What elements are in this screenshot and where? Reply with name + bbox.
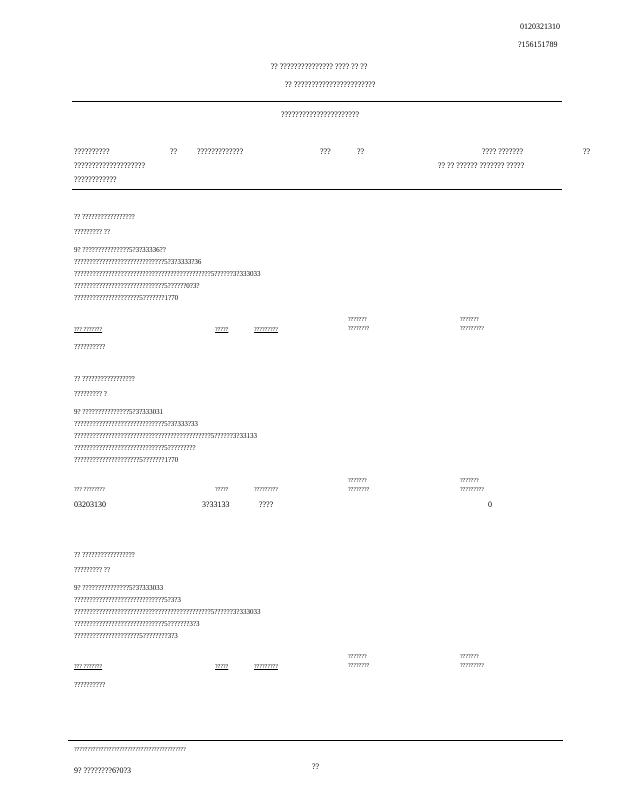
value-cell: ?????????? (74, 681, 106, 689)
footer-note: ?????????????????????????????????????????? (74, 747, 186, 753)
column-header: ??? ???????? (74, 487, 105, 493)
section-line: ?????????????????????????????5????????? (74, 444, 196, 452)
value-cell: 0 (488, 500, 492, 509)
column-header: ????????? (254, 487, 278, 493)
info-field-2: ?? (170, 147, 178, 156)
footer-left: 9? ????????6?0?3 (74, 766, 132, 775)
info-field-7: ?? (583, 147, 591, 156)
column-header: ??????? ???????? (348, 478, 370, 493)
section-line: ?????????????????????5????????3?3 (74, 632, 178, 640)
column-header: ????? (215, 327, 229, 333)
header-rule (72, 101, 562, 102)
document-title-2: ?? ??????????????????????? (284, 80, 376, 89)
section-line: 9? ???????????????5?3?333033 (74, 584, 164, 592)
info-field-6: ???? ??????? (482, 147, 524, 156)
section-title: ?? ????????????????? (74, 551, 135, 559)
column-header: ??? ??????? (74, 664, 103, 670)
column-header: ??????? ???????? (348, 317, 370, 332)
value-cell: ?????????? (74, 343, 106, 351)
footer-rule (68, 740, 563, 741)
section-title: ?? ????????????????? (74, 375, 135, 383)
value-cell: ???? (259, 500, 274, 509)
info-field-4: ??? (320, 147, 331, 156)
section-subtitle: ????????? ? (74, 390, 107, 398)
section-line: ?????????????????????5???????1?70 (74, 456, 179, 464)
section-line: ????????????????????????????????????????????5??????3?333033 (74, 270, 261, 278)
column-header: ????? (215, 487, 229, 493)
column-header: ??????? ????????? (460, 478, 484, 493)
info-field-10: ???????????? (74, 175, 117, 184)
section-line: ?????????????????????????????5??????0?3? (74, 282, 200, 290)
section-line: 9? ???????????????5?3?333031 (74, 408, 164, 416)
footer-page-number: ?? (312, 762, 320, 771)
value-cell: 03203130 (74, 500, 106, 509)
value-cell: 3?33133 (202, 500, 230, 509)
section-line: ?????????????????????????????5?3?333?33 (74, 420, 198, 428)
column-header: ??????? ????????? (460, 317, 484, 332)
section-line: ????????????????????????????????????????????5??????3?33133 (74, 432, 257, 440)
document-code: 0120321310 (520, 22, 560, 31)
document-subtitle: ?????????????????????? (280, 110, 360, 119)
info-field-3: ????????????? (197, 147, 244, 156)
column-header: ????? (215, 664, 229, 670)
column-header: ??????? ????????? (460, 654, 484, 669)
section-line: ?????????????????????????????5???????3?3 (74, 620, 200, 628)
column-header: ????????? (254, 664, 278, 670)
section-line: ?????????????????????????????5?3?3 (74, 596, 181, 604)
column-header: ??? ??????? (74, 327, 103, 333)
column-header: ????????? (254, 327, 278, 333)
info-field-9: ?? ?? ?????? ??????? ????? (438, 161, 525, 170)
info-field-1: ?????????? (74, 147, 110, 156)
document-title: ?? ??????????????? ???? ?? ?? (270, 62, 368, 71)
section-subtitle: ????????? ?? (74, 228, 110, 236)
section-line: ?????????????????????5???????1?70 (74, 294, 179, 302)
document-number: ?156151789 (518, 40, 558, 49)
section-line: ?????????????????????????????5?3?3333?36 (74, 258, 202, 266)
section-line: 9? ???????????????5?3?33336?? (74, 246, 166, 254)
column-header: ??????? ???????? (348, 654, 370, 669)
info-field-5: ?? (357, 147, 365, 156)
section-subtitle: ????????? ?? (74, 566, 110, 574)
section-title: ?? ????????????????? (74, 213, 135, 221)
info-rule (72, 189, 562, 190)
section-line: ????????????????????????????????????????????5??????3?333033 (74, 608, 261, 616)
info-field-8: ???????????????????? (74, 161, 146, 170)
